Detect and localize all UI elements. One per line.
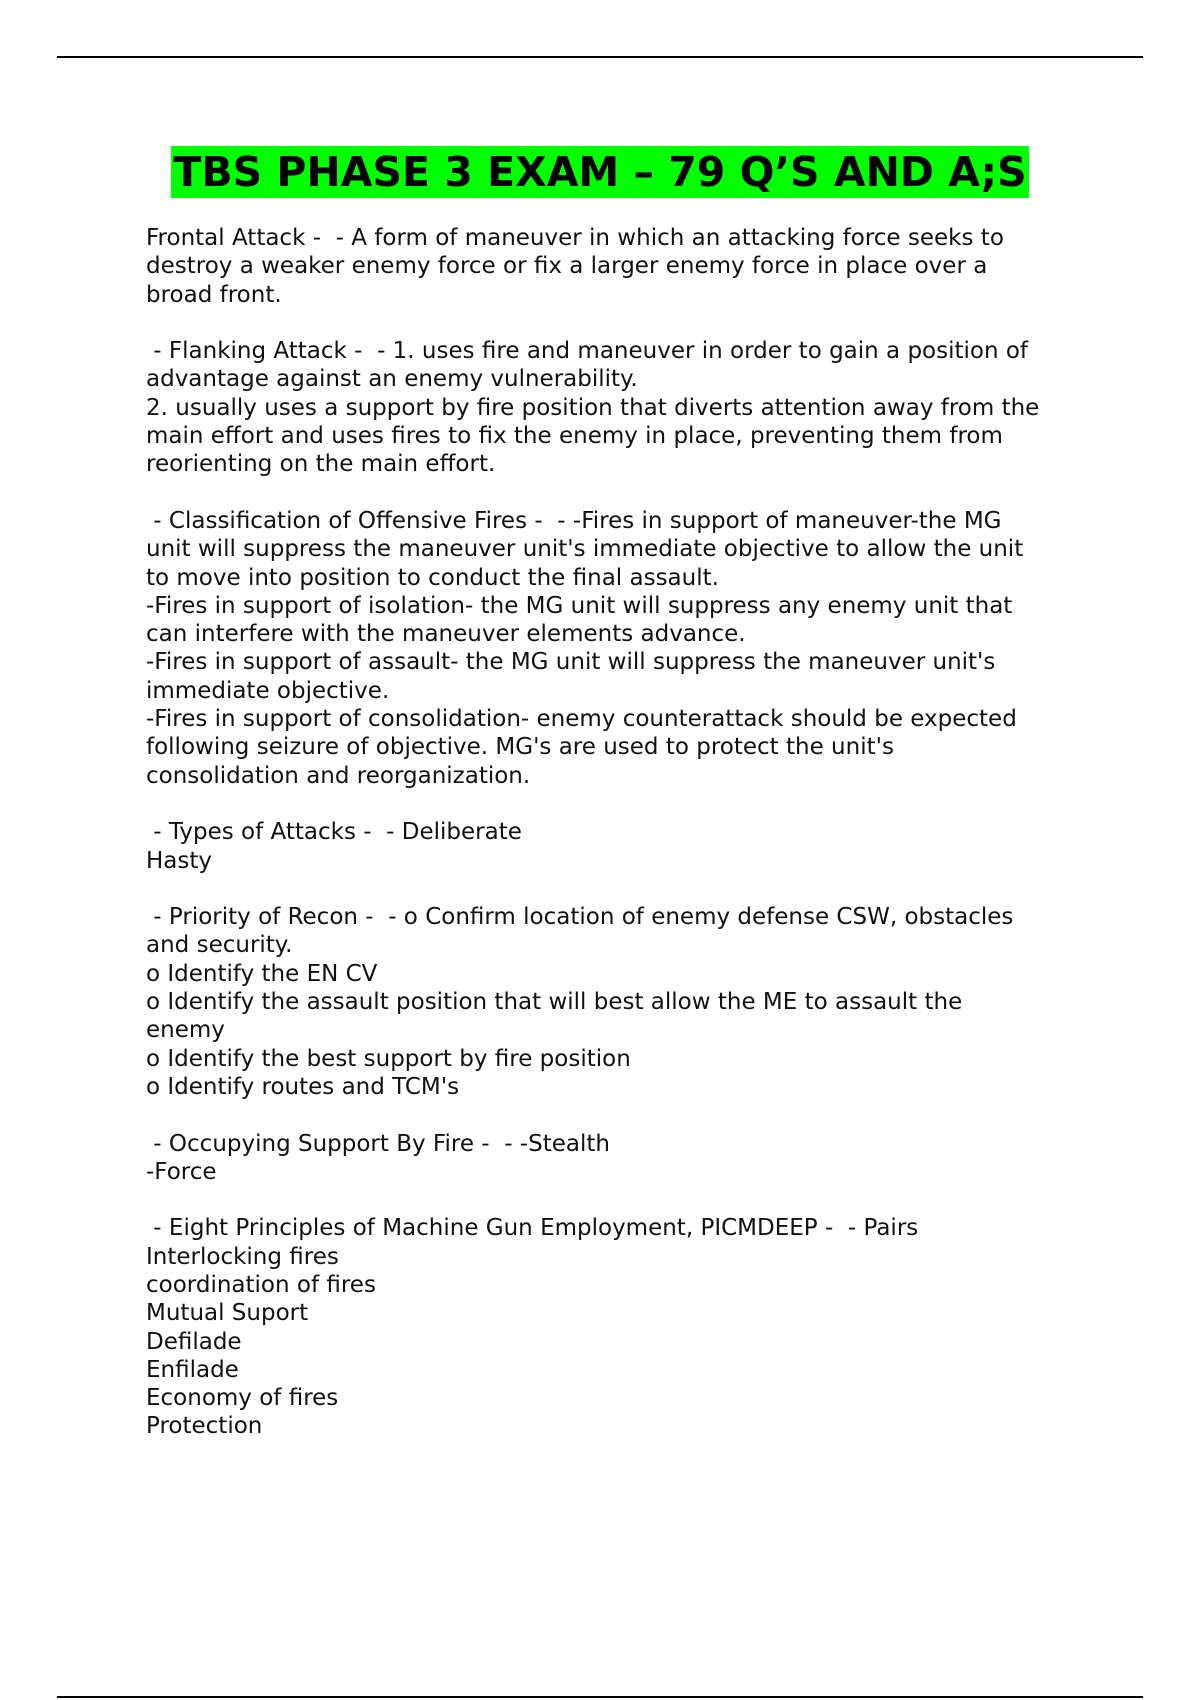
blank-line (146, 1101, 1106, 1129)
text-line: - Classification of Offensive Fires - - -Fires in support of maneuver-the MG (146, 507, 1002, 534)
text-line: - Types of Attacks - - Deliberate (146, 819, 522, 846)
bottom-rule (57, 1696, 1143, 1698)
text-line: Interlocking fires (146, 1243, 339, 1270)
text-line: Frontal Attack - - A form of maneuver in which an attacking force seeks to (146, 225, 1004, 251)
text-line: o Identify the EN CV (146, 960, 378, 987)
text-line: o Identify routes and TCM's (146, 1073, 460, 1100)
text-line: Enfilade (146, 1356, 239, 1383)
text-line: broad front. (146, 281, 282, 308)
text-line: -Fires in support of assault- the MG unit will suppress the maneuver unit's (146, 649, 996, 676)
text-line: consolidation and reorganization. (146, 762, 531, 789)
title-container (0, 146, 1200, 198)
text-line: can interfere with the maneuver elements advance. (146, 621, 746, 648)
document-body (146, 224, 1106, 1441)
text-line: - Occupying Support By Fire - - -Stealth (146, 1130, 610, 1157)
blank-line (146, 875, 1106, 903)
text-line: unit will suppress the maneuver unit's immediate objective to allow the unit (146, 536, 1024, 563)
text-line: and security. (146, 932, 293, 959)
text-line: to move into position to conduct the final assault. (146, 564, 719, 591)
blank-line (146, 1186, 1106, 1214)
text-line: enemy (146, 1017, 225, 1044)
text-line: main effort and uses fires to fix the enemy in place, preventing them from (146, 423, 1003, 450)
text-line: immediate objective. (146, 677, 390, 704)
text-line: Defilade (146, 1328, 242, 1355)
blank-line (146, 309, 1106, 337)
top-rule (57, 56, 1143, 58)
text-line: -Force (146, 1158, 217, 1185)
text-line: -Fires in support of consolidation- enemy counterattack should be expected (146, 706, 1017, 733)
text-line: coordination of fires (146, 1271, 376, 1298)
text-line: Protection (146, 1413, 263, 1440)
text-line: o Identify the assault position that will best allow the ME to assault the (146, 989, 963, 1016)
text-line: reorienting on the main effort. (146, 451, 496, 478)
text-line: following seizure of objective. MG's are used to protect the unit's (146, 734, 894, 761)
blank-line (146, 790, 1106, 818)
text-line: Economy of fires (146, 1385, 339, 1412)
text-line: Hasty (146, 847, 213, 874)
text-line: - Flanking Attack - - 1. uses fire and maneuver in order to gain a position of (146, 338, 1029, 365)
document-title: TBS PHASE 3 EXAM – 79 Q’S AND A;S (173, 148, 1027, 196)
blank-line (146, 479, 1106, 507)
text-line: -Fires in support of isolation- the MG unit will suppress any enemy unit that (146, 592, 1013, 619)
text-line: destroy a weaker enemy force or fix a larger enemy force in place over a (146, 253, 988, 280)
text-line: - Priority of Recon - - o Confirm location of enemy defense CSW, obstacles (146, 904, 1014, 931)
text-line: advantage against an enemy vulnerability. (146, 366, 638, 393)
text-line: Mutual Suport (146, 1300, 309, 1327)
text-line: - Eight Principles of Machine Gun Employment, PICMDEEP - - Pairs (146, 1215, 919, 1242)
text-line: 2. usually uses a support by fire position that diverts attention away from the (146, 394, 1040, 421)
text-line: o Identify the best support by fire position (146, 1045, 631, 1072)
